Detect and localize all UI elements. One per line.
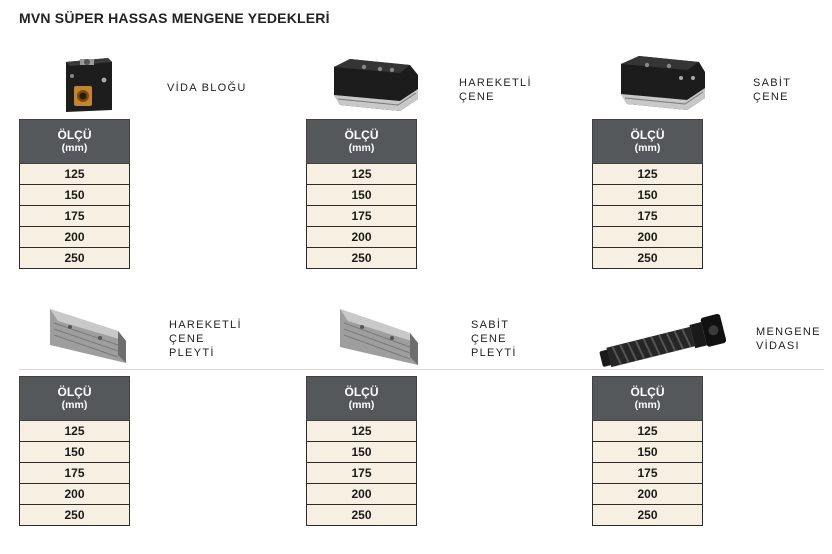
- size-cell: 125: [307, 421, 417, 442]
- fixed-jaw-icon: [617, 52, 709, 114]
- size-cell: 125: [307, 164, 417, 185]
- size-cell: 175: [593, 206, 703, 227]
- size-cell: 200: [307, 227, 417, 248]
- part-caption: SABİT ÇENE: [753, 77, 792, 103]
- part-caption: HAREKETLİ ÇENE PLEYTİ: [169, 319, 242, 359]
- page-title: MVN SÜPER HASSAS MENGENE YEDEKLERİ: [19, 10, 330, 26]
- vise-screw-icon: [592, 312, 732, 366]
- movable-jaw-icon: [330, 55, 422, 115]
- size-cell: 200: [593, 227, 703, 248]
- size-table: [19, 119, 130, 269]
- size-cell: 150: [20, 185, 130, 206]
- size-cell: 200: [20, 227, 130, 248]
- movable-jaw-plate-icon: [48, 305, 130, 365]
- part-caption: VİDA BLOĞU: [167, 82, 247, 94]
- size-cell: 125: [20, 421, 130, 442]
- size-cell: 250: [20, 248, 130, 269]
- size-cell: 150: [593, 442, 703, 463]
- size-cell: 150: [593, 185, 703, 206]
- table-header: ÖLÇÜ (mm): [20, 377, 130, 421]
- size-cell: 150: [307, 185, 417, 206]
- part-caption: SABİT ÇENE PLEYTİ: [471, 319, 517, 359]
- size-table: [306, 376, 417, 526]
- size-cell: 175: [20, 463, 130, 484]
- size-cell: 125: [593, 164, 703, 185]
- part-caption: HAREKETLİ ÇENE: [459, 77, 532, 103]
- table-header: ÖLÇÜ (mm): [307, 377, 417, 421]
- fixed-jaw-plate-icon: [338, 305, 422, 367]
- size-cell: 250: [593, 248, 703, 269]
- size-cell: 250: [307, 248, 417, 269]
- size-cell: 250: [20, 505, 130, 526]
- size-cell: 200: [307, 484, 417, 505]
- table-header: ÖLÇÜ (mm): [307, 120, 417, 164]
- size-cell: 250: [593, 505, 703, 526]
- size-table: [592, 376, 703, 526]
- size-cell: 175: [20, 206, 130, 227]
- size-cell: 125: [593, 421, 703, 442]
- size-table: [19, 376, 130, 526]
- size-cell: 150: [307, 442, 417, 463]
- section-divider: [19, 369, 824, 370]
- table-header: ÖLÇÜ (mm): [20, 120, 130, 164]
- size-cell: 175: [593, 463, 703, 484]
- size-table: [306, 119, 417, 269]
- size-cell: 150: [20, 442, 130, 463]
- screw-block-icon: [60, 56, 116, 114]
- size-cell: 250: [307, 505, 417, 526]
- size-cell: 175: [307, 206, 417, 227]
- part-caption: MENGENE VİDASI: [756, 326, 821, 352]
- table-header: ÖLÇÜ (mm): [593, 377, 703, 421]
- size-cell: 200: [20, 484, 130, 505]
- size-cell: 125: [20, 164, 130, 185]
- size-cell: 200: [593, 484, 703, 505]
- table-header: ÖLÇÜ (mm): [593, 120, 703, 164]
- size-cell: 175: [307, 463, 417, 484]
- size-table: [592, 119, 703, 269]
